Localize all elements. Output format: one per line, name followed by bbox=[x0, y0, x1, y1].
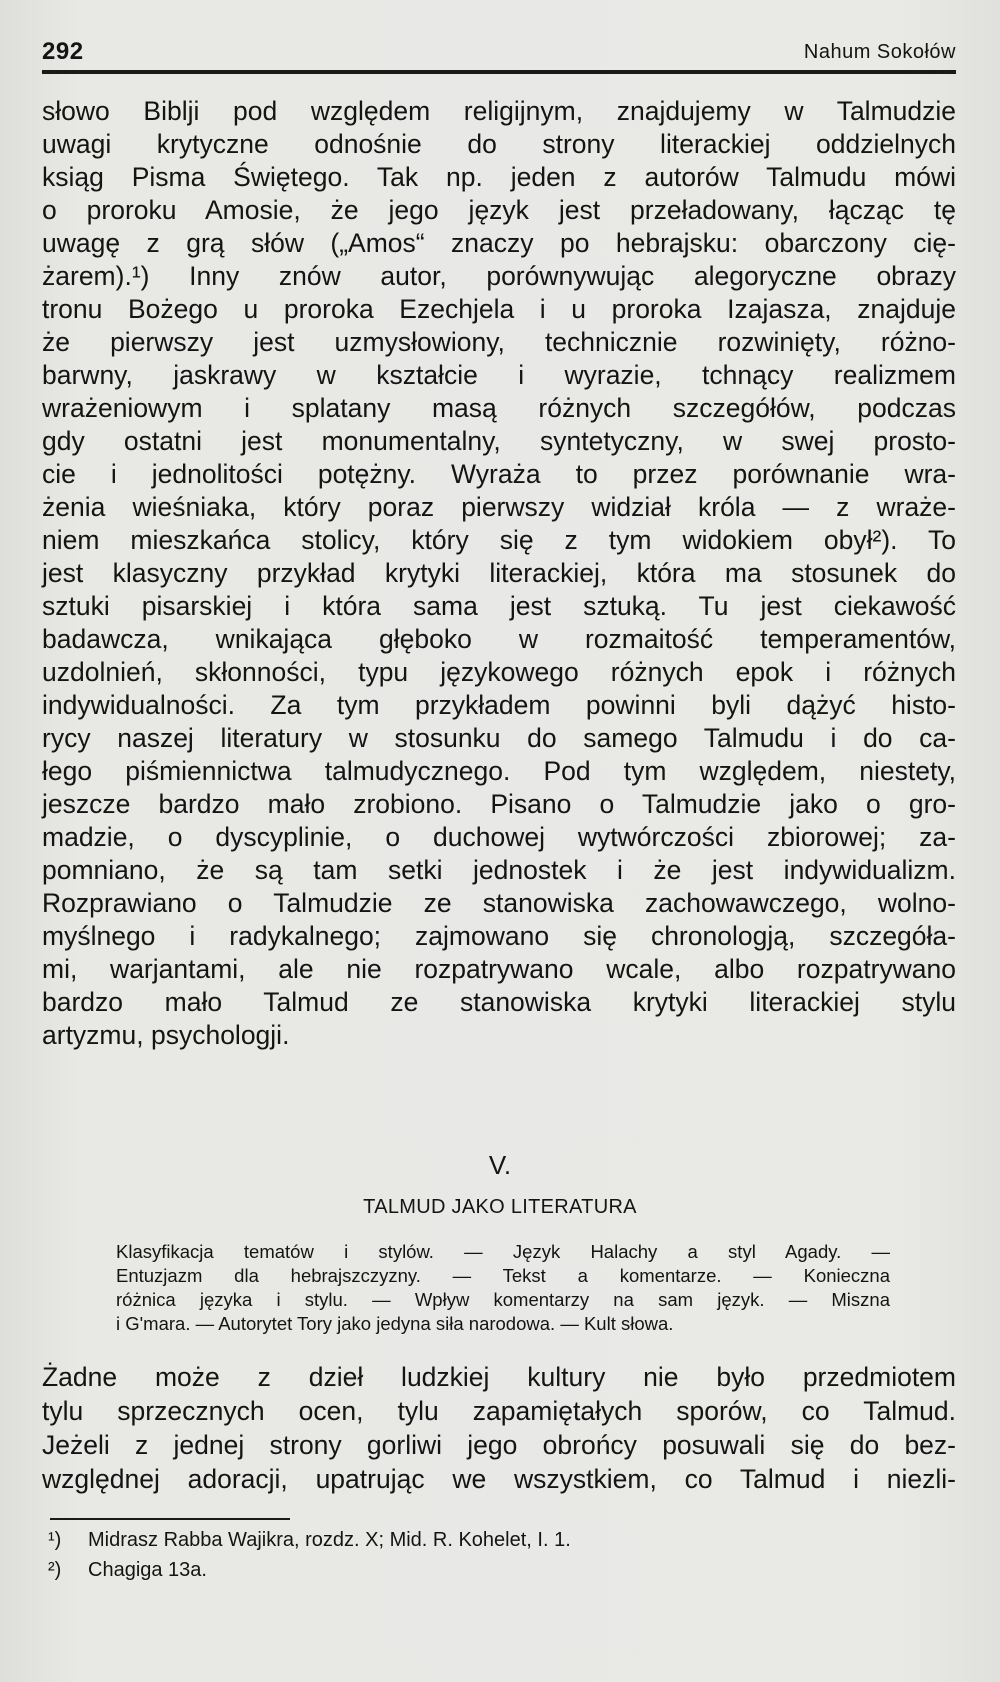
footnote-text: Chagiga 13a. bbox=[88, 1559, 207, 1581]
body-line: żenia wieśniaka, który poraz pierwszy widział króla — z wraże- bbox=[42, 492, 956, 522]
body-line: badawcza, wnikająca głęboko w rozmaitość temperamentów, bbox=[42, 624, 956, 654]
body-line: o proroku Amosie, że jego język jest przeładowany, łącząc tę bbox=[42, 195, 956, 225]
body-line: żarem).¹) Inny znów autor, porównywując alegoryczne obrazy bbox=[42, 261, 956, 291]
footnote-mark: ¹) bbox=[48, 1529, 62, 1551]
body-line: tylu sprzecznych ocen, tylu zapamiętałych sporów, co Talmud. bbox=[42, 1396, 956, 1426]
body-line: myślnego i radykalnego; zajmowano się chronologją, szczegóła- bbox=[42, 921, 956, 951]
page-header bbox=[42, 38, 956, 68]
summary-line: Entuzjazm dla hebrajszczyzny. — Tekst a komentarze. — Konieczna bbox=[116, 1265, 890, 1286]
body-line: wrażeniowym i splatany masą różnych szczegółów, podczas bbox=[42, 393, 956, 423]
body-line: mi, warjantami, ale nie rozpatrywano wcale, albo rozpatrywano bbox=[42, 954, 956, 984]
footnote-rule bbox=[50, 1518, 290, 1520]
body-line: uwagi krytyczne odnośnie do strony literackiej oddzielnych bbox=[42, 129, 956, 159]
summary-line: i G'mara. — Autorytet Tory jako jedyna siła narodowa. — Kult słowa. bbox=[116, 1313, 674, 1334]
body-line: że pierwszy jest uzmysłowiony, technicznie rozwinięty, różno- bbox=[42, 327, 956, 357]
summary-line: różnica języka i stylu. — Wpływ komentarzy na sam język. — Miszna bbox=[116, 1289, 890, 1310]
body-line: słowo Biblji pod względem religijnym, znajdujemy w Talmudzie bbox=[42, 96, 956, 126]
footnote bbox=[48, 1526, 928, 1554]
body-line: tronu Bożego u proroka Ezechjela i u proroka Izajasza, znajduje bbox=[42, 294, 956, 324]
body-line: niem mieszkańca stolicy, który się z tym widokiem obył²). To bbox=[42, 525, 956, 555]
body-line: madzie, o dyscyplinie, o duchowej wytwórczości zbiorowej; za- bbox=[42, 822, 956, 852]
body-line: gdy ostatni jest monumentalny, syntetyczny, w swej prosto- bbox=[42, 426, 956, 456]
page-number: 292 bbox=[42, 38, 84, 65]
body-line: cie i jednolitości potężny. Wyraża to przez porównanie wra- bbox=[42, 459, 956, 489]
header-rule bbox=[42, 70, 956, 74]
running-head: Nahum Sokołów bbox=[803, 41, 956, 63]
body-line: pomniano, że są tam setki jednostek i że jest indywidualizm. bbox=[42, 855, 956, 885]
body-line: sztuki pisarskiej i która sama jest sztuką. Tu jest ciekawość bbox=[42, 591, 956, 621]
footnote-text: Midrasz Rabba Wajikra, rozdz. X; Mid. R. Kohelet, I. 1. bbox=[88, 1529, 571, 1551]
section-number: V. bbox=[488, 1150, 512, 1180]
body-line: indywidualności. Za tym przykładem powinni byli dążyć histo- bbox=[42, 690, 956, 720]
body-line: Jeżeli z jednej strony gorliwi jego obrońcy posuwali się do bez- bbox=[42, 1430, 956, 1460]
body-line: względnej adoracji, upatrując we wszystkiem, co Talmud i niezli- bbox=[42, 1464, 956, 1494]
body-line: łego piśmiennictwa talmudycznego. Pod tym względem, niestety, bbox=[42, 756, 956, 786]
body-line: jest klasyczny przykład krytyki literackiej, która ma stosunek do bbox=[42, 558, 956, 588]
footnote-mark: ²) bbox=[48, 1559, 62, 1581]
body-line: jeszcze bardzo mało zrobiono. Pisano o Talmudzie jako o gro- bbox=[42, 789, 956, 819]
body-line: bardzo mało Talmud ze stanowiska krytyki literackiej stylu bbox=[42, 987, 956, 1017]
footnote bbox=[48, 1556, 928, 1584]
summary-line: Klasyfikacja tematów i stylów. — Język Halachy a styl Agady. — bbox=[116, 1241, 890, 1262]
body-line: rycy naszej literatury w stosunku do samego Talmudu i do ca- bbox=[42, 723, 956, 753]
body-line: Żadne może z dzieł ludzkiej kultury nie było przedmiotem bbox=[42, 1362, 956, 1392]
body-line: uwagę z grą słów („Amos“ znaczy po hebrajsku: obarczony cię- bbox=[42, 228, 956, 258]
body-line: artyzmu, psychologji. bbox=[42, 1020, 290, 1050]
body-line: ksiąg Pisma Świętego. Tak np. jeden z autorów Talmudu mówi bbox=[42, 162, 956, 192]
body-line: uzdolnień, skłonności, typu językowego różnych epok i różnych bbox=[42, 657, 956, 687]
body-line: barwny, jaskrawy w kształcie i wyrazie, tchnący realizmem bbox=[42, 360, 956, 390]
section-title: TALMUD JAKO LITERATURA bbox=[363, 1196, 637, 1218]
body-line: Rozprawiano o Talmudzie ze stanowiska zachowawczego, wolno- bbox=[42, 888, 956, 918]
